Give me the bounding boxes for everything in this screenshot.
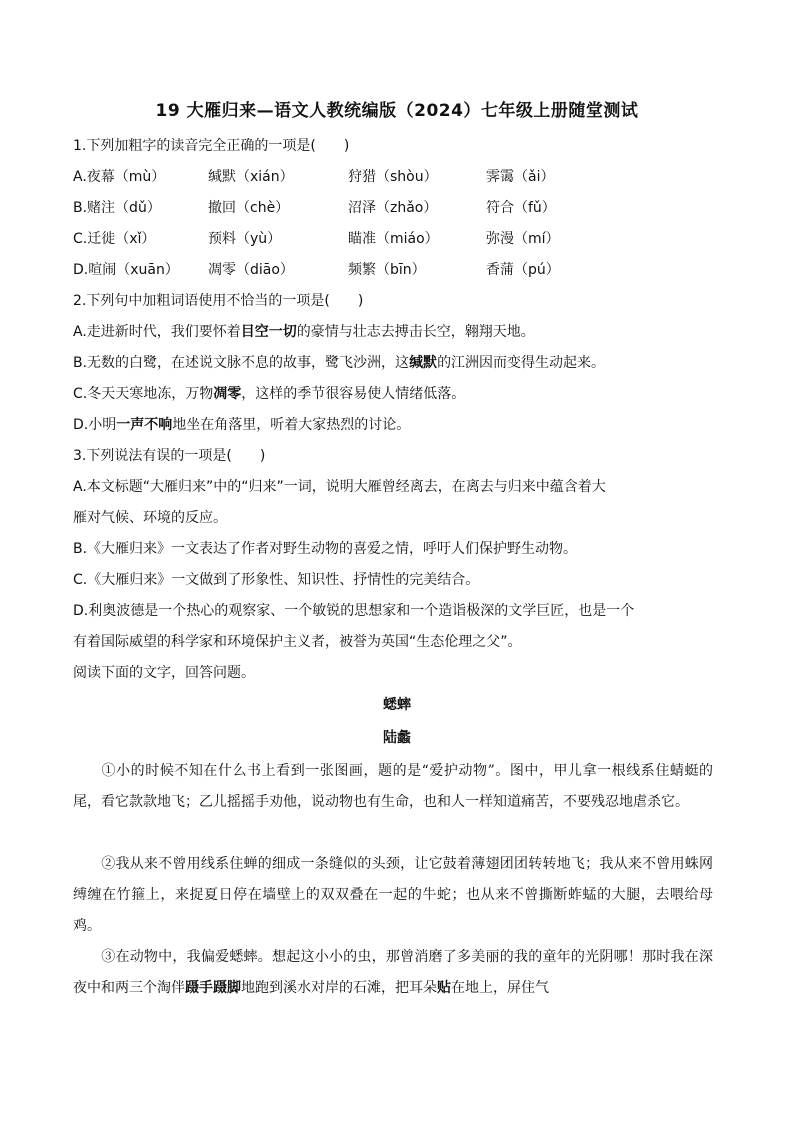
question-1-option-c: [73, 229, 713, 249]
option-c-item-4: 弥漫（mí）: [486, 231, 560, 247]
option-d-item-3: 频繁（bīn）: [348, 262, 426, 278]
essay-paragraph-3: [73, 942, 713, 1004]
option-text: 地坐在角落里，听着大家热烈的讨论。: [172, 417, 411, 433]
option-d-item-2: 凋零（diāo）: [208, 262, 294, 278]
paragraph-text: ②我从来不曾用线系住蝉的细成一条缝似的头颈，让它鼓着薄翅团团转转地飞；我从来不曾用蛛网缚缠在竹箍上，来捉夏日停在墙壁上的双双叠在一起的牛蛇；也从来不曾撕断蚱蜢的大腿，去喂给母鸡。: [73, 856, 713, 934]
essay-title: 蟋蟀: [383, 697, 411, 713]
question-3-stem: 3.下列说法有误的一项是( ): [73, 448, 266, 464]
question-2-option-d: [73, 415, 410, 435]
paragraph-text: ③在动物中，我偏爱蟋蟀。想起这小小的虫，那曾消磨了多美丽的我的童年的光阴哪！那时我在深夜中和两三个淘伴: [73, 949, 713, 996]
question-1-stem: 1.下列加粗字的读音完全正确的一项是( ): [73, 138, 350, 154]
question-3-option-b: B.《大雁归来》一文表达了作者对野生动物的喜爱之情，呼吁人们保护野生动物。: [73, 541, 578, 557]
question-2-option-c: [73, 384, 465, 404]
bold-term: 目空一切: [240, 324, 297, 340]
question-3-option-a-line-2: 雁对气候、环境的反应。: [73, 510, 227, 526]
option-a-item-2: 缄默（xián）: [208, 169, 294, 185]
question-2-stem: 2.下列句中加粗词语使用不恰当的一项是( ): [73, 293, 364, 309]
option-d-item-1: D.喧闹（xuān）: [73, 262, 179, 278]
option-text: A.走进新时代，我们要怀着: [73, 324, 241, 340]
question-2-option-a: [73, 322, 535, 342]
bold-term: 一声不响: [116, 417, 173, 433]
option-c-item-3: 瞄准（miáo）: [348, 231, 439, 247]
paragraph-text: 在地上，屏住气: [451, 980, 549, 996]
question-1-option-d: [73, 260, 713, 280]
paragraph-text: 地跑到溪水对岸的石滩，把耳朵: [241, 980, 437, 996]
paragraph-text: ①小的时候不知在什么书上看到一张图画，题的是“爱护动物”。图中，甲儿拿一根线系住蜻蜓的尾，看它款款地飞；乙儿摇摇手劝他，说动物也有生命，也和人一样知道痛苦，不要残忍地虐杀它。: [73, 763, 713, 810]
option-c-item-1: C.迁徙（xǐ）: [73, 231, 156, 247]
option-c-item-2: 预料（yù）: [208, 231, 282, 247]
option-d-item-4: 香蒲（pú）: [486, 262, 560, 278]
option-text: 的豪情与壮志去搏击长空，翱翔天地。: [296, 324, 535, 340]
essay-paragraph-2: [73, 849, 713, 942]
option-text: B.无数的白鹭，在述说文脉不息的故事，鹭飞沙洲，这: [73, 355, 410, 371]
page-title: 19 大雁归来—语文人教统编版（2024）七年级上册随堂测试: [155, 101, 639, 121]
option-b-item-3: 沼泽（zhǎo）: [348, 200, 438, 216]
bold-term: 缄默: [409, 355, 438, 371]
question-3-option-a-line-1: A.本文标题“大雁归来”中的“归来”一词，说明大雁曾经离去，在离去与归来中蕴含着大: [73, 479, 606, 495]
essay-paragraph-1: [73, 756, 713, 818]
bold-term: 凋零: [213, 386, 242, 402]
option-b-item-1: B.赌注（dǔ）: [73, 200, 161, 216]
question-1-option-b: [73, 198, 713, 218]
question-3-option-d-line-2: 有着国际威望的科学家和环境保护主义者，被誉为英国“生态伦理之父”。: [73, 634, 522, 650]
essay-author: 陆蠡: [383, 730, 411, 746]
bold-term: 蹑手蹑脚: [185, 980, 241, 996]
question-1-option-a: [73, 167, 713, 187]
option-b-item-2: 撤回（chè）: [208, 200, 290, 216]
reading-intro: 阅读下面的文字，回答问题。: [73, 665, 255, 681]
question-3-option-c: C.《大雁归来》一文做到了形象性、知识性、抒情性的完美结合。: [73, 572, 480, 588]
option-text: ，这样的季节很容易使人情绪低落。: [241, 386, 466, 402]
option-text: C.冬天天寒地冻，万物: [73, 386, 214, 402]
option-text: D.小明: [73, 417, 117, 433]
question-3-option-d-line-1: D.利奥波德是一个热心的观察家、一个敏锐的思想家和一个造诣极深的文学巨匠，也是一个: [73, 603, 635, 619]
bold-term: 贴: [437, 980, 451, 996]
question-2-option-b: [73, 353, 605, 373]
option-a-item-4: 霁霭（ǎi）: [486, 169, 555, 185]
option-b-item-4: 符合（fǔ）: [486, 200, 556, 216]
option-a-item-3: 狩猎（shòu）: [348, 169, 438, 185]
option-a-item-1: A.夜幕（mù）: [73, 169, 166, 185]
option-text: 的江洲因而变得生动起来。: [437, 355, 606, 371]
